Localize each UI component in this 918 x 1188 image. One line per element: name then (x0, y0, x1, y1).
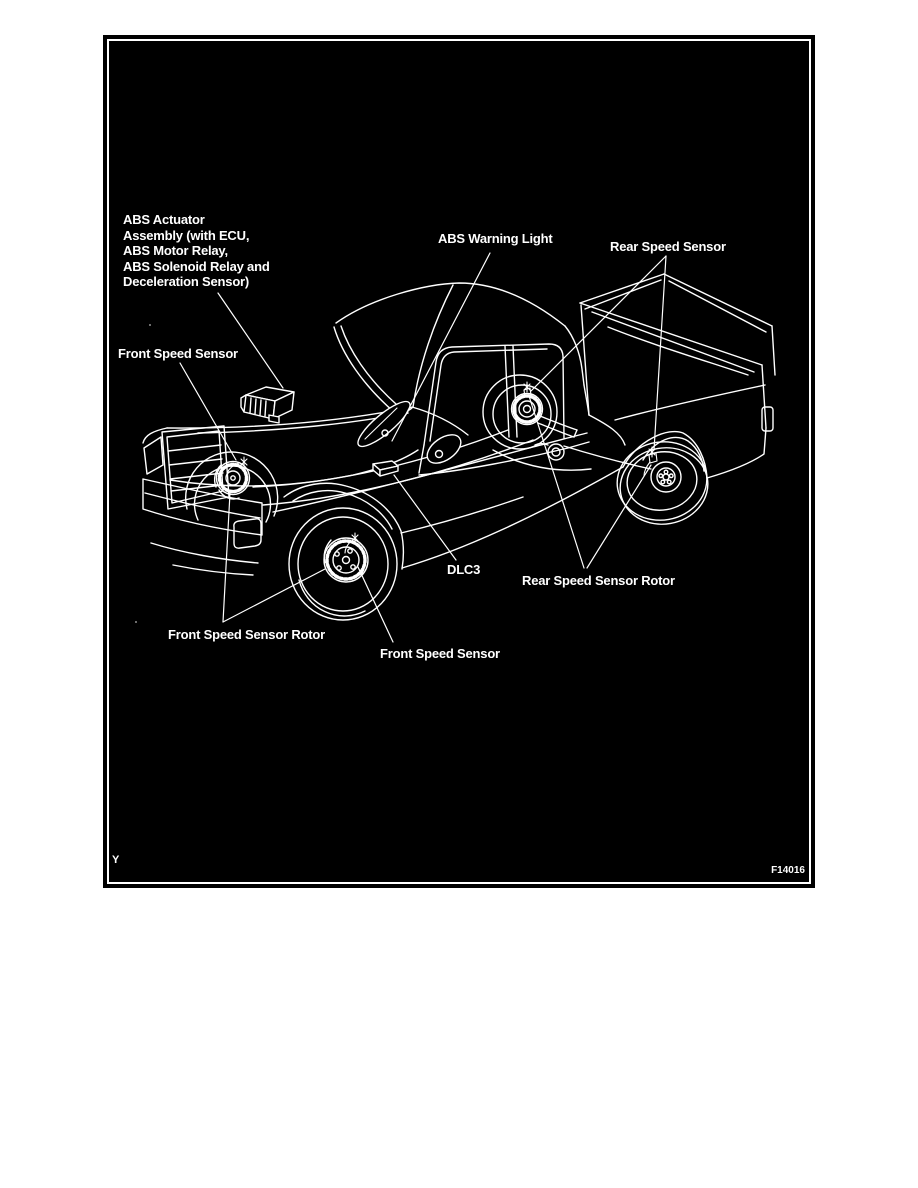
leader-rear-speed-sensor-a (531, 256, 666, 391)
corner-lamp (144, 437, 163, 474)
label-abs-actuator-line1: ABS Actuator (123, 212, 205, 227)
label-dlc3: DLC3 (447, 562, 481, 577)
rear-near-wheel (564, 432, 714, 532)
front-near-wheel (289, 508, 397, 620)
label-front-speed-sensor-upper: Front Speed Sensor (118, 346, 238, 361)
abs-actuator-box (241, 387, 294, 423)
door-mirror (422, 429, 466, 469)
truck-bed (580, 274, 775, 478)
scan-speck (135, 621, 137, 623)
label-rear-speed-sensor-rotor: Rear Speed Sensor Rotor (522, 573, 675, 588)
label-front-speed-sensor-lower: Front Speed Sensor (380, 646, 500, 661)
label-abs-actuator-line5: Deceleration Sensor) (123, 274, 250, 289)
cab-outline (334, 283, 584, 413)
dlc3-connector (373, 461, 398, 476)
front-bumper (143, 479, 262, 575)
label-abs-actuator-line4: ABS Solenoid Relay and (123, 258, 270, 274)
leader-abs-actuator (218, 293, 283, 388)
leader-abs-warning-light (392, 253, 490, 441)
leader-rear-speed-sensor-b (654, 256, 666, 450)
leader-front-speed-sensor-lower (358, 567, 393, 642)
figure-code: F14016 (771, 865, 805, 876)
label-abs-actuator (123, 212, 270, 290)
label-front-speed-sensor-rotor: Front Speed Sensor Rotor (168, 627, 325, 642)
label-abs-warning-light: ABS Warning Light (438, 231, 553, 246)
scan-speck (149, 324, 151, 326)
page-corner-mark: Y (112, 854, 120, 866)
label-abs-actuator-line2: Assembly (with ECU, (123, 227, 250, 243)
label-abs-actuator-line3: ABS Motor Relay, (123, 243, 228, 258)
leader-front-speed-sensor-upper (180, 363, 236, 460)
label-rear-speed-sensor: Rear Speed Sensor (610, 239, 726, 254)
truck-line-drawing (103, 35, 815, 888)
instrument-cluster (353, 396, 416, 453)
diagram-panel (103, 35, 815, 888)
